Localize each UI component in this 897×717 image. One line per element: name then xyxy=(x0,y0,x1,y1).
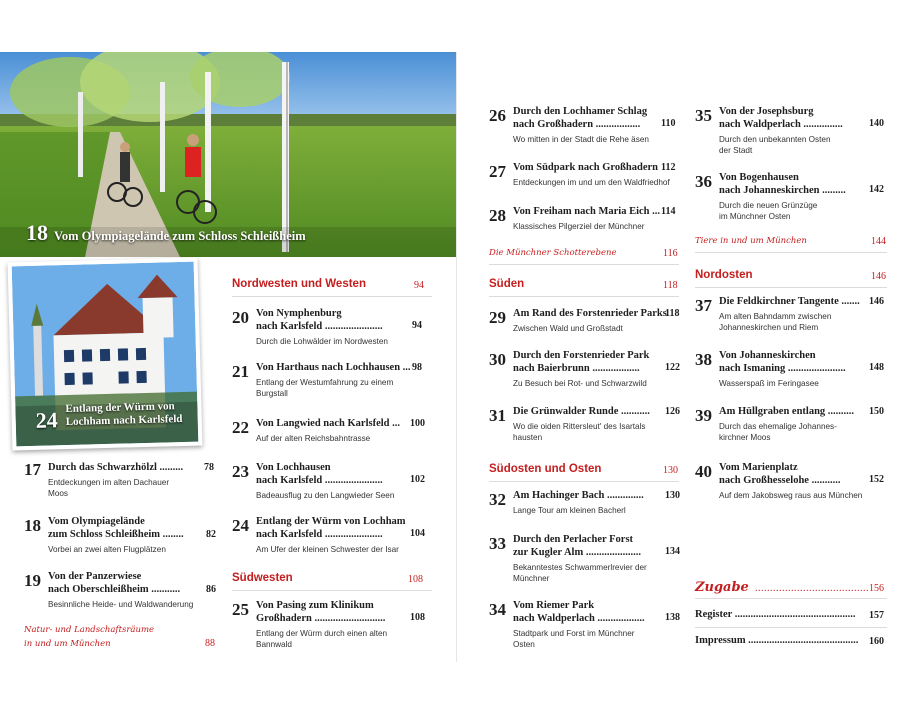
toc-page: 150 xyxy=(869,406,884,417)
toc-number: 29 xyxy=(489,308,506,327)
right-page xyxy=(457,52,897,662)
toc-number: 38 xyxy=(695,350,712,369)
script-section-schotterebene-page: 116 xyxy=(663,248,678,259)
toc-title: Von der Panzerwiese nach Oberschleißheim ........... xyxy=(48,571,181,595)
toc-title: Die Feldkirchner Tangente ....... xyxy=(719,296,860,307)
hero-caption-text: Vom Olympiagelände zum Schloss Schleißheim xyxy=(54,229,306,243)
toc-page: 100 xyxy=(410,418,425,429)
toc-desc-line1: Zwischen Wald und Großstadt xyxy=(513,324,623,333)
inset-caption-number: 24 xyxy=(35,407,59,433)
toc-title: Vom Südpark nach Großhadern xyxy=(513,162,659,173)
toc-entry-27[interactable] xyxy=(489,160,679,190)
toc-desc-line2: Bannwald xyxy=(256,640,292,649)
toc-entry-40[interactable] xyxy=(695,460,887,500)
inset-photo xyxy=(8,258,203,451)
toc-number: 18 xyxy=(24,516,41,535)
toc-desc-line2: Moos xyxy=(48,489,69,498)
toc-page: 146 xyxy=(869,296,884,307)
toc-page: 104 xyxy=(410,528,425,539)
toc-desc-line1: Wo die oiden Rittersleut' des Isartals xyxy=(513,422,646,431)
toc-entry-25[interactable] xyxy=(232,598,432,649)
section-suedosten-page: 130 xyxy=(663,465,678,476)
toc-desc-line2: Johanneskirchen und Riem xyxy=(719,323,819,332)
toc-entry-17[interactable] xyxy=(24,460,220,500)
toc-page: 152 xyxy=(869,474,884,485)
toc-desc-line1: Auf dem Jakobsweg raus aus München xyxy=(719,491,863,500)
toc-desc-line1: Entlang der Würm durch einen alten xyxy=(256,629,388,638)
toc-title: Von Lochhausen nach Karlsfeld ...................... xyxy=(256,462,383,486)
toc-title: Von Nymphenburg nach Karlsfeld ...................... xyxy=(256,308,383,332)
toc-title: Durch den Lochhamer Schlag nach Großhadern ................. xyxy=(513,106,648,130)
toc-title: Durch den Perlacher Forst zur Kugler Alm ..................... xyxy=(513,534,641,558)
toc-page: 108 xyxy=(410,612,425,623)
toc-entry-19[interactable] xyxy=(24,569,220,609)
toc-page: 112 xyxy=(661,162,676,173)
left-page xyxy=(0,52,457,662)
toc-number: 33 xyxy=(489,534,506,553)
toc-desc-line1: Am Ufer der kleinen Schwester der Isar xyxy=(256,545,399,554)
hero-caption xyxy=(26,220,306,246)
toc-page: 114 xyxy=(661,206,676,217)
toc-entry-28[interactable] xyxy=(489,204,679,234)
toc-desc-line1: Durch die Lohwälder im Nordwesten xyxy=(256,337,388,346)
toc-title: Von Bogenhausen nach Johanneskirchen ......... xyxy=(719,172,846,196)
toc-number: 25 xyxy=(232,600,249,619)
toc-number: 20 xyxy=(232,308,249,327)
toc-number: 34 xyxy=(489,600,506,619)
toc-desc-line1: Badeausflug zu den Langwieder Seen xyxy=(256,491,395,500)
toc-page: 86 xyxy=(206,584,216,595)
toc-desc-line1: Zu Besuch bei Rot- und Schwarzwild xyxy=(513,379,647,388)
toc-entry-24[interactable] xyxy=(232,514,432,554)
toc-desc-line1: Entlang der Westumfahrung zu einem xyxy=(256,378,394,387)
section-sueden: Süden xyxy=(489,278,525,290)
section-sueden-page: 118 xyxy=(663,280,678,291)
toc-number: 27 xyxy=(489,162,506,181)
section-divider xyxy=(489,481,679,482)
toc-number: 30 xyxy=(489,350,506,369)
toc-desc-line1: Besinnliche Heide- und Waldwanderung xyxy=(48,600,194,609)
toc-desc-line2: Burgstall xyxy=(256,389,288,398)
toc-number: 21 xyxy=(232,362,249,381)
section-divider xyxy=(695,627,887,628)
toc-desc-line2: Münchner xyxy=(513,574,550,583)
toc-desc-line1: Wo mitten in der Stadt die Rehe äsen xyxy=(513,135,649,144)
toc-desc-line1: Auf der alten Reichsbahntrasse xyxy=(256,434,371,443)
toc-page: 102 xyxy=(410,474,425,485)
toc-desc-line2: im Münchner Osten xyxy=(719,212,791,221)
toc-number: 19 xyxy=(24,571,41,590)
toc-title: Am Hüllgraben entlang .......... xyxy=(719,406,855,417)
script-section-natur-page: 88 xyxy=(205,638,215,649)
inset-caption-line1: Entlang der Würm von xyxy=(65,400,175,416)
toc-desc-line2: hausten xyxy=(513,433,543,442)
toc-desc-line1: Wasserspaß im Feringasee xyxy=(719,379,819,388)
toc-number: 31 xyxy=(489,406,506,425)
toc-title: Von Pasing zum Klinikum Großhadern ........................... xyxy=(256,600,386,624)
section-divider xyxy=(232,590,432,591)
toc-entry-21[interactable] xyxy=(232,360,432,400)
toc-page: 94 xyxy=(412,320,422,331)
toc-number: 32 xyxy=(489,490,506,509)
toc-page: 126 xyxy=(665,406,680,417)
section-suedosten: Südosten und Osten xyxy=(489,463,602,475)
toc-desc-line1: Vorbei an zwei alten Flugplätzen xyxy=(48,545,166,554)
toc-page: 110 xyxy=(661,118,676,129)
toc-number: 17 xyxy=(24,460,41,479)
section-nordosten: Nordosten xyxy=(695,269,753,281)
toc-page: 140 xyxy=(869,118,884,129)
toc-page: 130 xyxy=(665,490,680,501)
toc-title: Die Grünwalder Runde ........... xyxy=(513,406,650,417)
toc-desc-line1: Durch das ehemalige Johannes- xyxy=(719,422,837,431)
toc-number: 28 xyxy=(489,206,506,225)
toc-entry-29[interactable] xyxy=(489,306,679,336)
section-divider xyxy=(695,598,887,599)
toc-entry-38[interactable] xyxy=(695,348,887,388)
toc-page: 148 xyxy=(869,362,884,373)
toc-title: Am Rand des Forstenrieder Parks xyxy=(513,308,667,319)
toc-number: 24 xyxy=(232,516,249,535)
toc-title: Von der Josephsburg nach Waldperlach ............... xyxy=(719,106,843,130)
section-divider xyxy=(695,252,887,253)
toc-desc-line1: Bekanntestes Schwammerlrevier der xyxy=(513,563,647,572)
register-title: Register .............................................. xyxy=(695,609,856,620)
toc-title: Von Johanneskirchen nach Ismaning ...................... xyxy=(719,350,846,374)
toc-page: 134 xyxy=(665,546,680,557)
section-nordwesten: Nordwesten und Westen xyxy=(232,278,366,290)
toc-number: 39 xyxy=(695,406,712,425)
toc-entry-22[interactable] xyxy=(232,416,432,446)
impressum-title: Impressum .......................................... xyxy=(695,635,859,646)
toc-entry-30[interactable] xyxy=(489,348,679,388)
toc-entry-37[interactable] xyxy=(695,294,887,334)
toc-page: 98 xyxy=(412,362,422,373)
toc-entry-18[interactable] xyxy=(24,514,220,554)
toc-number: 35 xyxy=(695,106,712,125)
toc-title: Entlang der Würm von Lochham nach Karlsfeld ...................... xyxy=(256,516,406,540)
toc-desc-line2: Osten xyxy=(513,640,535,649)
toc-title: Vom Riemer Park nach Waldperlach .................. xyxy=(513,600,645,624)
section-nordwesten-page: 94 xyxy=(414,280,424,291)
toc-number: 36 xyxy=(695,172,712,191)
toc-title: Am Hachinger Bach .............. xyxy=(513,490,644,501)
toc-entry-32[interactable] xyxy=(489,488,679,518)
toc-desc-line2: der Stadt xyxy=(719,146,753,155)
toc-number: 26 xyxy=(489,106,506,125)
toc-desc-line1: Stadtpark und Forst im Münchner xyxy=(513,629,635,638)
toc-title: Durch das Schwarzhölzl ......... xyxy=(48,462,184,473)
toc-desc-line1: Entdeckungen im alten Dachauer xyxy=(48,478,170,487)
toc-number: 23 xyxy=(232,462,249,481)
toc-number: 22 xyxy=(232,418,249,437)
toc-number: 37 xyxy=(695,296,712,315)
section-suedwesten: Südwesten xyxy=(232,572,293,584)
toc-desc-line1: Entdeckungen im und um den Waldfriedhof xyxy=(513,178,670,187)
toc-entry-26[interactable] xyxy=(489,104,679,144)
toc-entry-36[interactable] xyxy=(695,170,887,220)
script-section-tiere: Tiere in und um München xyxy=(695,236,807,246)
toc-desc-line2: kirchner Moos xyxy=(719,433,771,442)
toc-entry-39[interactable] xyxy=(695,404,887,444)
section-suedwesten-page: 108 xyxy=(408,574,423,585)
toc-desc-line1: Klassisches Pilgerziel der Münchner xyxy=(513,222,645,231)
toc-entry-20[interactable] xyxy=(232,306,432,346)
script-section-natur: Natur- und Landschaftsräume xyxy=(24,625,155,635)
zugabe-page: 156 xyxy=(869,583,884,594)
section-divider xyxy=(489,264,679,265)
inset-caption-line2: Lochham nach Karlsfeld xyxy=(65,412,183,429)
toc-title: Vom Olympiagelände zum Schloss Schleißheim ........ xyxy=(48,516,184,540)
toc-title: Von Harthaus nach Lochhausen ... xyxy=(256,362,411,373)
script-section-natur-line2: in und um München xyxy=(24,639,111,649)
toc-page: 118 xyxy=(665,308,680,319)
toc-entry-33[interactable] xyxy=(489,532,679,582)
toc-entry-31[interactable] xyxy=(489,404,679,444)
toc-desc-line1: Lange Tour am kleinen Bacherl xyxy=(513,506,626,515)
impressum-row[interactable] xyxy=(695,635,887,651)
toc-entry-35[interactable] xyxy=(695,104,887,154)
script-section-tiere-page: 144 xyxy=(871,236,886,247)
impressum-page: 160 xyxy=(869,636,884,647)
toc-page: 82 xyxy=(206,529,216,540)
toc-title: Von Langwied nach Karlsfeld ... xyxy=(256,418,401,429)
toc-title: Von Freiham nach Maria Eich ... xyxy=(513,206,661,217)
zugabe-row[interactable] xyxy=(695,580,887,598)
hero-photo xyxy=(0,52,457,257)
register-row[interactable] xyxy=(695,609,887,625)
toc-page: 78 xyxy=(204,462,214,473)
toc-entry-23[interactable] xyxy=(232,460,432,500)
toc-desc-line1: Am alten Bahndamm zwischen xyxy=(719,312,832,321)
toc-page: 122 xyxy=(665,362,680,373)
toc-number: 40 xyxy=(695,462,712,481)
hero-caption-number: 18 xyxy=(26,220,48,245)
script-section-schotterebene: Die Münchner Schotterebene xyxy=(489,248,617,258)
toc-desc-line1: Durch den unbekannten Osten xyxy=(719,135,831,144)
toc-title: Durch den Forstenrieder Park nach Baierbrunn .................. xyxy=(513,350,650,374)
zugabe-title: Zugabe xyxy=(695,580,749,595)
toc-entry-34[interactable] xyxy=(489,598,679,648)
toc-title: Vom Marienplatz nach Großhesselohe ........... xyxy=(719,462,841,486)
section-divider xyxy=(695,287,887,288)
toc-page: 138 xyxy=(665,612,680,623)
toc-page: 142 xyxy=(869,184,884,195)
section-divider xyxy=(232,296,432,297)
section-divider xyxy=(489,296,679,297)
zugabe-leader: ...................................... xyxy=(755,583,869,594)
register-page: 157 xyxy=(869,610,884,621)
toc-desc-line1: Durch die neuen Grünzüge xyxy=(719,201,818,210)
section-nordosten-page: 146 xyxy=(871,271,886,282)
